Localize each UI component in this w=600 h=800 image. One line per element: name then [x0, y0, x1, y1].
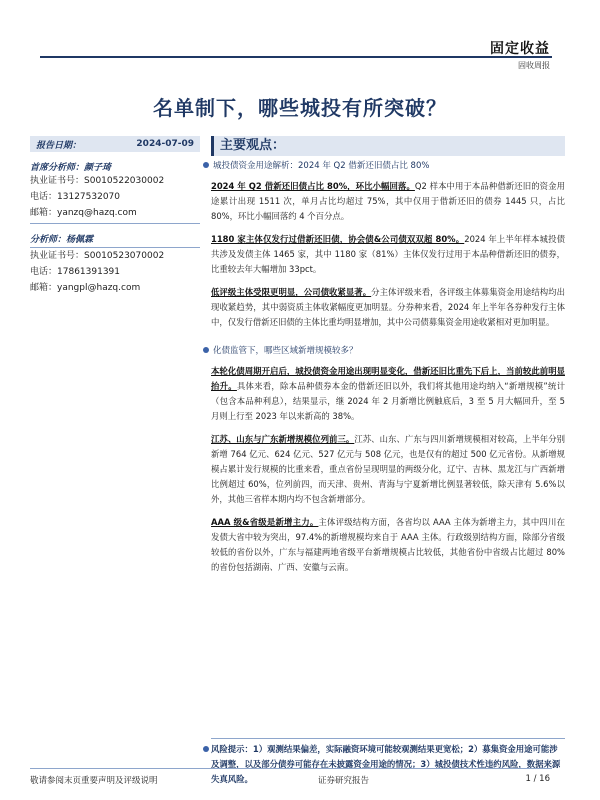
analyst-role: 分析师：杨佩霖: [30, 235, 94, 245]
section-heading: 城投债资金用途解析：2024 年 Q2 借新还旧债占比 80%: [203, 159, 565, 171]
risk-label: 风险提示：: [211, 744, 253, 754]
footer-divider: [30, 768, 552, 769]
analyst-sidebar: [30, 136, 200, 296]
paragraph: 低评级主体受限更明显，公司债收紧显著。分主体评级来看，各评级主体募集资金用途结构均出现收紧趋势，其中弱资质主体收紧幅度更加明显。分券种来看，2024 年上半年各券种发行主体中，仅发行借新还旧债的主体比重均明显增加，其中公司债募集资金用途收紧相对更加明显。: [211, 287, 566, 327]
report-date-label: 报告日期：: [36, 140, 82, 151]
analyst-role: 首席分析师：颜子琦: [30, 163, 112, 173]
email-link[interactable]: yanzq@hazq.com: [57, 208, 137, 218]
paragraph: 1180 家主体仅发行过借新还旧债，协会债&公司债双双超 80%。2024 年上半年样本城投债共涉及发债主体 1465 家，其中 1180 家（81%）主体仅发行过用于本品种借新还旧的债券，比重较去年大幅增加 33pct。: [211, 234, 565, 274]
risk-text: 1）观测结果偏差，实际融资环境可能较观测结果更宽松；2）募集资金用途可能涉及调整，以及部分债券可能存在未披露资金用途的情况；3）城投债技术性违约风险，数据来源失真风险。: [211, 744, 561, 784]
analyst-divider: [30, 223, 200, 224]
phone-line: 电话：13127532070: [30, 192, 121, 202]
analyst-name: 杨佩霖: [66, 235, 94, 245]
phone-number: 17861391391: [57, 267, 121, 277]
report-date: 2024-07-09: [136, 139, 194, 149]
phone-number: 13127532070: [57, 192, 121, 202]
license-line: 执业证书号：S0010522030002: [30, 176, 165, 186]
analyst-name: 颜子琦: [84, 163, 112, 173]
risk-warning: [211, 738, 565, 787]
email-line: 邮箱：yanzq@hazq.com: [30, 208, 137, 218]
license-number: S0010523070002: [84, 251, 165, 261]
paragraph: 江苏、山东与广东新增规模位列前三。江苏、山东、广东与四川新增规模相对较高，上半年分别新增 764 亿元、624 亿元、527 亿元与 508 亿元，也是仅有的超过 500 亿元省份。从新增规模占累计发行规模的比重来看，重点省份呈现明显的两级分化，辽宁、吉林、黑龙江与广西新增比例超过 60%，位列前四，而天津、贵州、青海与宁夏新增比例显著较低，除天津有 5.6%以外，其他三省样本期内均不包含新增部分。: [211, 434, 566, 504]
page-title: 名单制下，哪些城投有所突破？: [153, 96, 447, 120]
section-heading: 化债监管下，哪些区域新增规模较多？: [203, 344, 565, 356]
bullet-dot-icon: [203, 162, 209, 168]
license-line: 执业证书号：S0010523070002: [30, 251, 165, 261]
analyst-block: [30, 232, 200, 296]
paragraph: AAA 级&省级是新增主力。主体评级结构方面，各省均以 AAA 主体为新增主力，其中四川在发债大省中较为突出，97.4%的新增规模均来自于 AAA 主体。行政级别结构方面，除部分省级较低的省份以外，广东与福建两地省级平台新增规模占比较低，其他省份中省级占比超过 80%的省份包括湖南、广西、安徽与云南。: [211, 517, 565, 572]
paragraph: 2024 年 Q2 借新还旧债占比 80%，环比小幅回落。Q2 样本中用于本品种借新还旧的资金用途累计出现 1511 次，单月占比均超过 75%，其中仅用于借新还旧的债券 1445 只，占比 80%，环比小幅回落约 4 个百分点。: [211, 181, 565, 221]
email-line: 邮箱：yangpl@hazq.com: [30, 283, 141, 293]
phone-line: 电话：17861391391: [30, 267, 121, 277]
bullet-dot-icon: [203, 746, 209, 752]
bullet-dot-icon: [203, 347, 209, 353]
footer-disclaimer: 敬请参阅末页重要声明及评级说明: [30, 776, 158, 786]
key-points-heading: 主要观点：: [211, 136, 565, 156]
main-content: [211, 136, 565, 575]
header-divider: [40, 56, 552, 58]
paragraph: 本轮化债周期开启后，城投债资金用途出现明显变化，借新还旧比重先下后上，当前较此前明显抬升。具体来看，除本品种债券本金的借新还旧以外，我们将其他用途均纳入“新增规模”统计（包含本品种利息），结果显示，继 2024 年 2 月新增比例触底后，3 至 5 月大幅回升，至 5 月则上行至 2023 年以来新高的 38%。: [211, 366, 565, 421]
license-number: S0010522030002: [84, 176, 165, 186]
report-subtitle: 固收周报: [518, 61, 550, 70]
analyst-block: [30, 160, 200, 221]
report-date-bar: [30, 136, 200, 152]
report-category: 固定收益: [490, 41, 550, 57]
footer-report-type: 证券研究报告: [318, 776, 370, 786]
email-link[interactable]: yangpl@hazq.com: [57, 283, 141, 293]
page-number: 1 / 16: [525, 774, 550, 784]
